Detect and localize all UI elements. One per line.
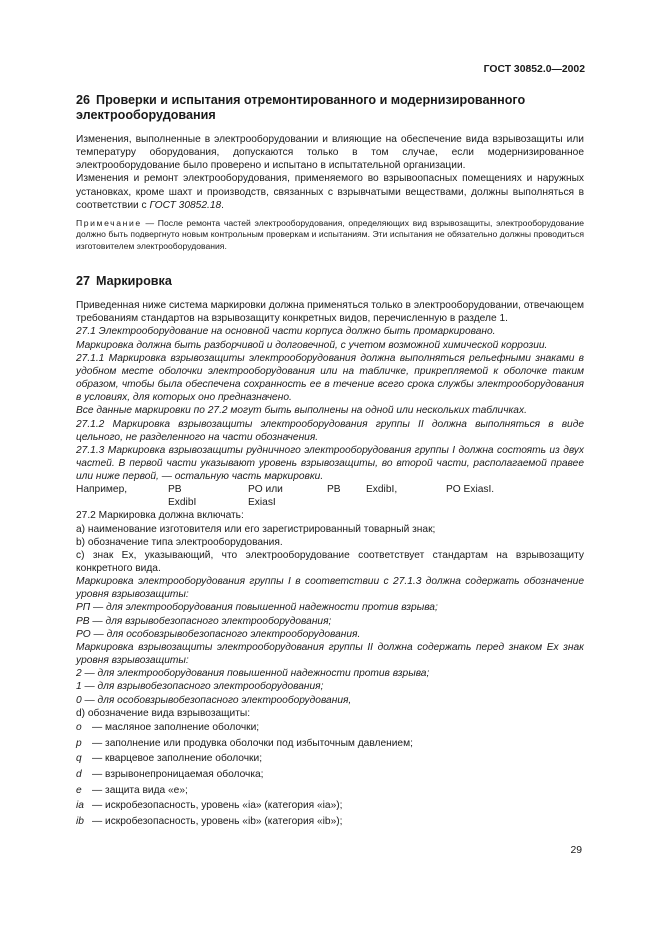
section-26-note [76, 218, 584, 252]
list-item: ia — искробезопасность, уровень «ia» (категория «ia»); [76, 800, 343, 812]
note-text: — После ремонта частей электрооборудования, определяющих вид взрывозащиты, электрооборудование должно быть подвергнуто новым контрольным проверкам и испытаниям. Эти испытания не обязательно должны проводиться изготовителем электрооборудования. [76, 217, 584, 251]
group-i-marking: Маркировка электрооборудования группы I в соответствии с 27.1.3 должна содержать обозначение уровня взрывозащиты: [76, 576, 584, 601]
list-item: p — заполнение или продувка оболочки под избыточным давлением; [76, 737, 413, 749]
level-2: 2 — для электрооборудования повышенной надежности против взрыва; [76, 668, 430, 680]
list-item: q — кварцевое заполнение оболочки; [76, 753, 263, 765]
page-content [76, 93, 584, 830]
example-exdibl-1: ExdibI [168, 497, 197, 509]
section-27-number: 27 [76, 274, 91, 289]
page-number: 29 [570, 845, 582, 856]
example-ro-exiasl: PO ExiasI. [446, 484, 495, 496]
list-item: e — защита вида «е»; [76, 784, 188, 796]
level-rv: РВ — для взрывобезопасного электрооборудования; [76, 615, 332, 627]
clause-27-2: 27.2 Маркировка должна включать: [76, 510, 244, 522]
item-a: а) наименование изготовителя или его зарегистрированный товарный знак; [76, 523, 436, 535]
level-rp: РП — для электрооборудования повышенной надежности против взрыва; [76, 602, 438, 614]
item-b: b) обозначение типа электрооборудования. [76, 536, 283, 548]
group-ii-marking: Маркировка взрывозащиты электрооборудования группы II должна содержать перед знаком Ех знак уровня взрывозащиты: [76, 641, 584, 667]
example-rb-1: PB [168, 484, 182, 496]
example-rb-2: PB [327, 484, 341, 496]
list-item: ib — искробезопасность, уровень «ib» (категория «ib»); [76, 816, 343, 828]
example-ro-or: PO или [248, 484, 283, 496]
level-ro: РО — для особовзрывобезопасного электрооборудования. [76, 628, 361, 640]
level-0: 0 — для особовзрывобезопасного электрооборудования, [76, 694, 352, 706]
clause-27-1-2: 27.1.2 Маркировка взрывозащиты электрооборудования группы II должна выполняться в виде цельного, не разделенного на части обозначения. [76, 418, 584, 443]
section-27-heading [76, 274, 584, 289]
section-26-paragraph-1: Изменения, выполненные в электрооборудовании и влияющие на обеспечение вида взрывозащиты или температуру оборудования, допускаются только в том случае, если модернизированное электрооборудование было проверено и испытано в испытательной организации. [76, 134, 584, 172]
section-26-number: 26 [76, 93, 91, 107]
section-26-title: Проверки и испытания отремонтированного и модернизированного электрооборудования [76, 93, 526, 122]
level-1: 1 — для взрывобезопасного электрооборудования; [76, 681, 324, 693]
clause-27-1-note: Маркировка должна быть разборчивой и долговечной, с учетом возможной химической коррозии. [76, 339, 548, 351]
marking-example [76, 483, 584, 509]
item-d: d) обозначение вида взрывозащиты: [76, 707, 251, 719]
list-item: o — масляное заполнение оболочки; [76, 721, 260, 733]
clause-27-1-3: 27.1.3 Маркировка взрывозащиты рудничного электрооборудования группы I должна состоять из двух частей. В первой части указывают уровень взрывозащиты, во второй части, располагаемой правее или ниже первой, — остальную часть маркировки. [76, 444, 584, 483]
list-item: d — взрывонепроницаемая оболочка; [76, 768, 264, 780]
section-27-intro: Приведенная ниже система маркировки должна применяться только в электрооборудовании, отвечающем требованиям стандартов на взрывозащиту конкретных видов, перечисленную в разделе 1. [76, 300, 584, 325]
section-26-heading [76, 93, 584, 123]
section-27-title: Маркировка [96, 274, 172, 289]
example-label: Например, [76, 484, 128, 496]
protection-types-list [76, 720, 584, 830]
clause-27-1-1-note: Все данные маркировки по 27.2 могут быть выполнены на одной или нескольких табличках. [76, 405, 527, 417]
note-label: Примечание [76, 217, 142, 228]
example-exdibl-2: ExdibI, [366, 484, 398, 496]
clause-27-1: 27.1 Электрооборудование на основной части корпуса должно быть промаркировано. [76, 326, 496, 338]
item-c: с) знак Ех, указывающий, что электрооборудование соответствует стандартам на взрывозащиту конкретного вида. [76, 549, 584, 574]
clause-27-1-1: 27.1.1 Маркировка взрывозащиты электрооборудования должна выполняться рельефными знаками в удобном месте оболочки электрооборудования или на табличке, прикрепляемой к оболочке таким образом, чтобы была обеспечена сохранность ее в течение всего срока службы электрооборудования в условиях, для которых оно предназначено. [76, 352, 584, 404]
example-exiasl-1: ExiasI [248, 497, 276, 509]
standard-reference: ГОСТ 30852.18 [149, 199, 222, 211]
section-26-paragraph-2: Изменения и ремонт электрооборудования, применяемого во взрывоопасных помещениях и наружных установках, кроме шахт и производств, связанных с взрывчатыми веществами, должны выполняться в соответствии с ГОСТ 30852.18. [76, 173, 584, 211]
standard-header: ГОСТ 30852.0—2002 [483, 64, 585, 75]
